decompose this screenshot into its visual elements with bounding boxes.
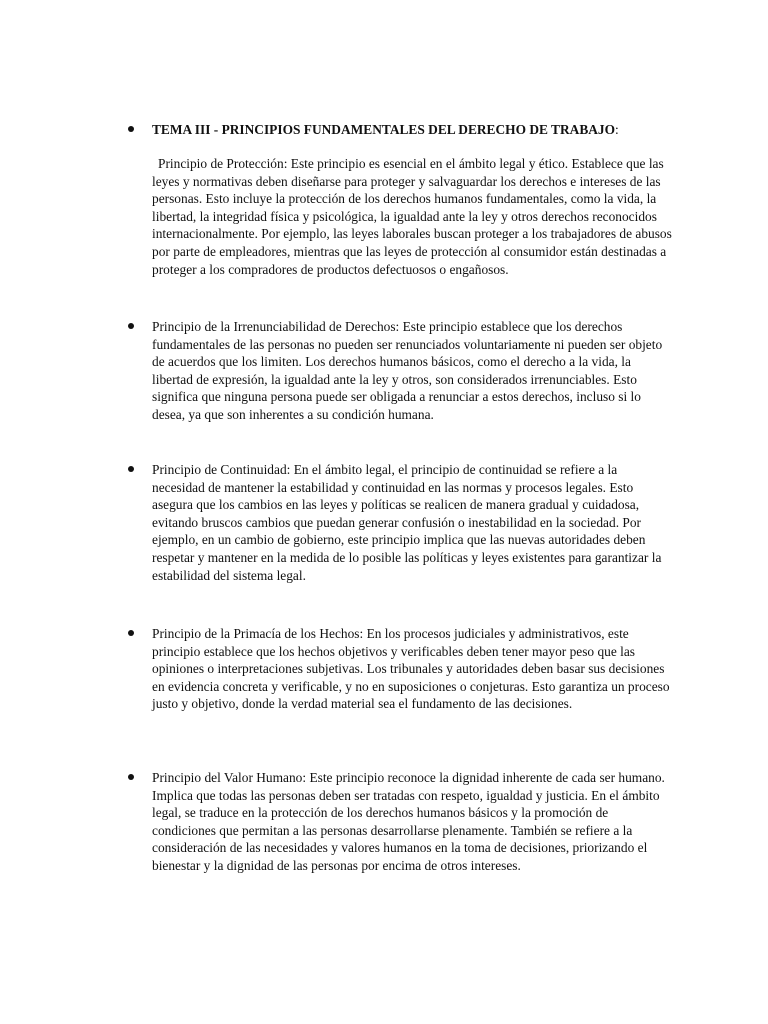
principle-irrenunciabilidad-text: Principio de la Irrenunciabilidad de Derechos: Este principio establece que los derechos fundamentales de las personas no pueden ser renunciados voluntariamente ni pueden ser objeto de acuerdos que los limiten. Los derechos humanos básicos, como el derecho a la vida, la libertad de expresión, la igualdad ante la ley y otros, son considerados irrenunciables. Esto significa que ninguna persona puede ser obligada a renunciar a estos derechos, incluso si lo desea, ya que son inherentes a su condición humana. bbox=[152, 319, 663, 422]
bullet-icon bbox=[128, 466, 134, 472]
bullet-icon bbox=[128, 126, 134, 132]
protection-paragraph: Principio de Protección: Este principio es esencial en el ámbito legal y ético. Establece que las leyes y normativas deben diseñarse para proteger y salvaguardar los derechos e intereses de las personas. Esto incluye la protección de los derechos humanos fundamentales, como la vida, la libertad, la integridad física y psicológica, la igualdad ante la ley y otros derechos reconocidos internacionalmente. Por ejemplo, las leyes laborales buscan proteger a los trabajadores de abusos por parte de empleadores, mientras que las leyes de protección al consumidor están destinadas a proteger a los compradores de productos defectuosos o engañosos. bbox=[152, 156, 672, 277]
principle-continuidad-text: Principio de Continuidad: En el ámbito legal, el principio de continuidad se refiere a la necesidad de mantener la estabilidad y continuidad en las normas y procesos legales. Esto asegura que los cambios en las leyes y políticas se realicen de manera gradual y cuidadosa, evitando bruscos cambios que puedan generar confusión o inestabilidad en la sociedad. Por ejemplo, en un cambio de gobierno, este principio implica que las nuevas autoridades deben respetar y mantener en la medida de lo posible las políticas y leyes existentes para garantizar la estabilidad del sistema legal. bbox=[152, 462, 662, 583]
bullet-icon bbox=[128, 630, 134, 636]
bullet-icon bbox=[128, 774, 134, 780]
bullet-icon bbox=[128, 323, 134, 329]
heading-line bbox=[152, 121, 672, 139]
document-heading: TEMA III - PRINCIPIOS FUNDAMENTALES DEL DERECHO DE TRABAJO bbox=[152, 122, 616, 137]
principle-valor-humano-text: Principio del Valor Humano: Este principio reconoce la dignidad inherente de cada ser humano. Implica que todas las personas deben ser tratadas con respeto, igualdad y justicia. En el ámbito legal, se traduce en la protección de los derechos humanos básicos y la promoción de condiciones que permitan a las personas desarrollarse plenamente. También se refiere a la consideración de las necesidades y valores humanos en la toma de decisiones, priorizando el bienestar y la dignidad de las personas por encima de otros intereses. bbox=[152, 770, 665, 873]
heading-colon: : bbox=[615, 122, 619, 137]
principle-primacia-text: Principio de la Primacía de los Hechos: En los procesos judiciales y administrativos, este principio establece que los hechos objetivos y verificables deben tener mayor peso que las opiniones o interpretaciones subjetivas. Los tribunales y autoridades deben basar sus decisiones en evidencia concreta y verificable, y no en suposiciones o conjeturas. Esto garantiza un proceso justo y objetivo, donde la verdad material sea el fundamento de las decisiones. bbox=[152, 626, 670, 712]
